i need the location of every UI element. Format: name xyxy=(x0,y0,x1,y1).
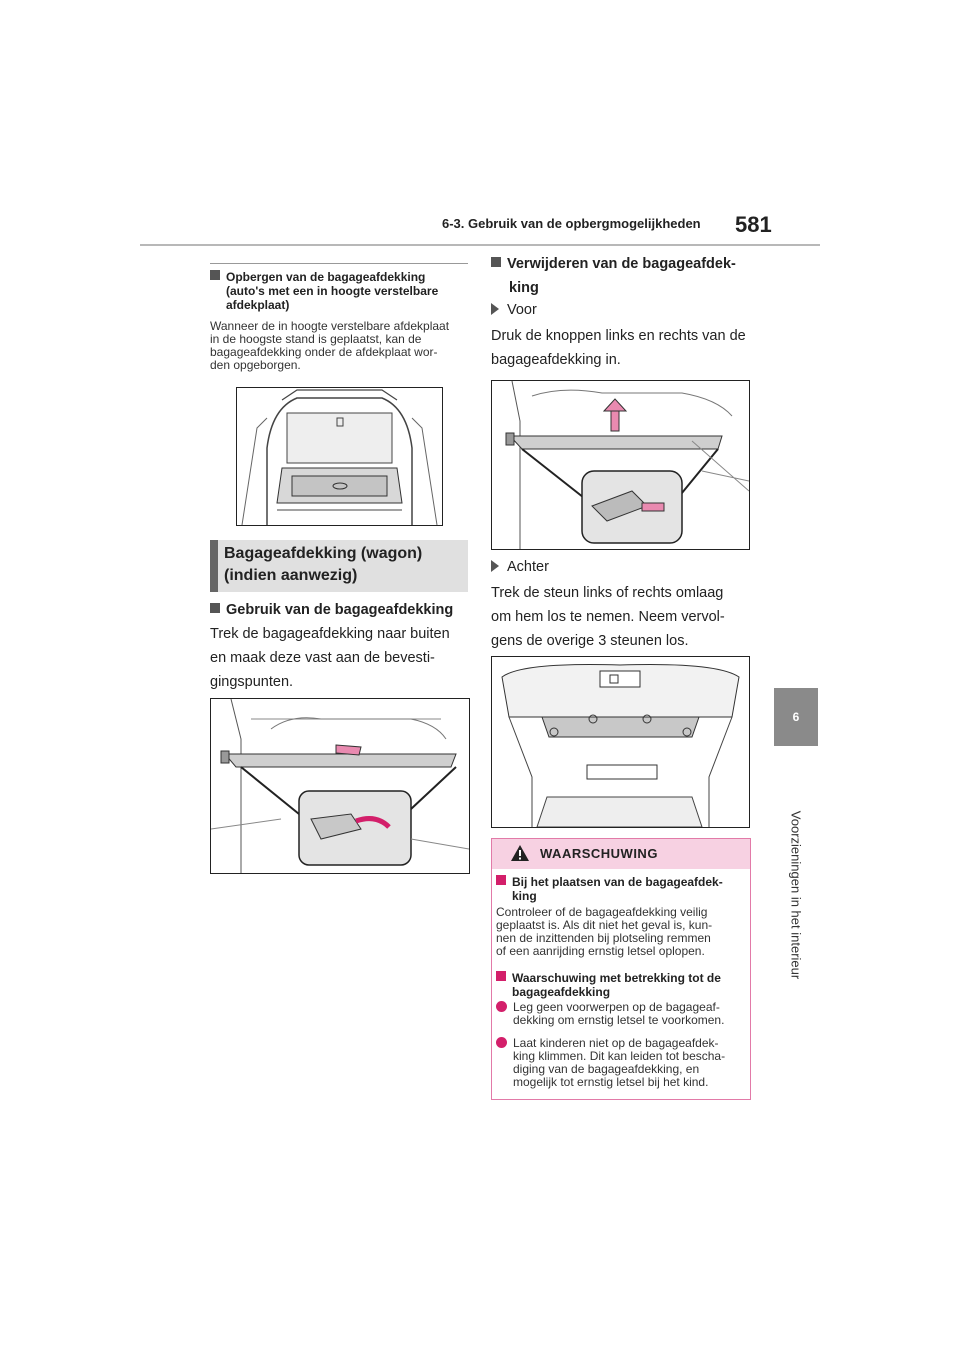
warning-item1-body-line: Controleer of de bagageafdekking veilig xyxy=(496,905,708,919)
square-bullet-icon xyxy=(496,875,506,885)
warning-bullet2-line: mogelijk tot ernstig letsel bij het kind. xyxy=(513,1075,709,1089)
illustration-cover-front-release xyxy=(491,380,750,550)
warning-bullet2-line: king klimmen. Dit kan leiden tot bescha- xyxy=(513,1049,726,1063)
rear-label-text: Achter xyxy=(507,559,549,575)
rear-body-line: om hem los te nemen. Neem vervol- xyxy=(491,609,725,625)
running-header-title: 6-3. Gebruik van de opbergmogelijkheden xyxy=(442,216,701,231)
warning-item1-body-line: geplaatst is. Als dit niet het geval is, kun- xyxy=(496,918,713,932)
warning-bullet1-line: Leg geen voorwerpen op de bagageaf- xyxy=(513,1000,720,1014)
using-body-line: Trek de bagageafdekking naar buiten xyxy=(210,626,450,642)
storing-body-line: Wanneer de in hoogte verstelbare afdekplaat xyxy=(210,319,450,333)
removing-heading-line: king xyxy=(509,280,539,296)
warning-item2-heading xyxy=(496,971,721,999)
rear-body xyxy=(491,581,725,653)
removing-heading-line: Verwijderen van de bagageafdek- xyxy=(507,256,736,272)
using-body-line: en maak deze vast aan de bevesti- xyxy=(210,650,435,666)
rear-label xyxy=(491,555,549,579)
storing-body xyxy=(210,320,449,372)
storing-body-line: bagageafdekking onder de afdekplaat wor- xyxy=(210,345,438,359)
section-title xyxy=(224,543,422,587)
dot-bullet-icon xyxy=(496,1037,507,1048)
chapter-tab xyxy=(774,688,818,746)
illustration-cover-rear-supports xyxy=(491,656,750,828)
warning-item1-heading-line: king xyxy=(512,889,537,903)
dot-bullet-icon xyxy=(496,1001,507,1012)
warning-item2-heading-line: Waarschuwing met betrekking tot de xyxy=(512,971,721,985)
storing-body-line: in de hoogste stand is geplaatst, kan de xyxy=(210,332,422,346)
warning-item1-heading-line: Bij het plaatsen van de bagageafdek- xyxy=(512,875,723,889)
illustration-cover-pull xyxy=(210,698,470,874)
section-title-box xyxy=(210,540,468,592)
warning-item1-heading xyxy=(496,875,723,903)
triangle-bullet-icon xyxy=(491,560,499,572)
car-rear-illustration xyxy=(237,388,442,525)
chapter-side-label xyxy=(768,760,824,1030)
column-divider xyxy=(210,263,468,264)
warning-bullet1-line: dekking om ernstig letsel te voorkomen. xyxy=(513,1013,725,1027)
warning-bullet2 xyxy=(496,1037,725,1089)
using-body-line: gingspunten. xyxy=(210,674,294,690)
storing-heading-line: afdekplaat) xyxy=(226,298,290,312)
storing-heading xyxy=(210,270,438,312)
square-bullet-icon xyxy=(210,603,220,613)
warning-header xyxy=(492,839,750,869)
rear-supports-illustration xyxy=(492,657,749,827)
section-title-line: Bagageafdekking (wagon) xyxy=(224,545,423,562)
front-body xyxy=(491,324,746,372)
warning-item1-body-line: of een aanrijding ernstig letsel oplopen. xyxy=(496,944,705,958)
warning-bullet2-line: Laat kinderen niet op de bagageafdek- xyxy=(513,1036,719,1050)
illustration-cover-stored xyxy=(236,387,443,526)
using-body xyxy=(210,622,450,694)
rear-body-line: Trek de steun links of rechts omlaag xyxy=(491,585,724,601)
rear-body-line: gens de overige 3 steunen los. xyxy=(491,633,689,649)
section-title-bar xyxy=(210,540,218,592)
chapter-label-text: Voorzieningen in het interieur xyxy=(788,810,804,980)
removing-heading xyxy=(491,252,736,300)
using-heading-text: Gebruik van de bagageafdekking xyxy=(226,602,454,618)
front-body-line: bagageafdekking in. xyxy=(491,352,621,368)
warning-item1-body-line: nen de inzittenden bij plotseling remmen xyxy=(496,931,711,945)
storing-heading-line: (auto's met een in hoogte verstelbare xyxy=(226,284,439,298)
section-title-line: (indien aanwezig) xyxy=(224,567,358,584)
page-number: 581 xyxy=(735,212,772,237)
storing-heading-line: Opbergen van de bagageafdekking xyxy=(226,270,426,284)
chapter-number: 6 xyxy=(792,710,800,724)
warning-item1-body xyxy=(496,906,712,958)
warning-bullet1 xyxy=(496,1001,724,1027)
square-bullet-icon xyxy=(496,971,506,981)
using-heading xyxy=(210,598,453,622)
front-release-illustration xyxy=(492,381,749,549)
square-bullet-icon xyxy=(210,270,220,280)
warning-item2-heading-line: bagageafdekking xyxy=(512,985,611,999)
triangle-bullet-icon xyxy=(491,303,499,315)
square-bullet-icon xyxy=(491,257,501,267)
header-divider xyxy=(140,244,820,246)
warning-box xyxy=(491,838,751,1100)
front-body-line: Druk de knoppen links en rechts van de xyxy=(491,328,746,344)
storing-body-line: den opgeborgen. xyxy=(210,358,301,372)
warning-bullet2-line: diging van de bagageafdekking, en xyxy=(513,1062,700,1076)
front-label xyxy=(491,298,537,322)
warning-title: WAARSCHUWING xyxy=(540,846,658,861)
cover-pull-illustration xyxy=(211,699,469,873)
warning-triangle-icon xyxy=(510,844,530,862)
front-label-text: Voor xyxy=(507,302,537,318)
